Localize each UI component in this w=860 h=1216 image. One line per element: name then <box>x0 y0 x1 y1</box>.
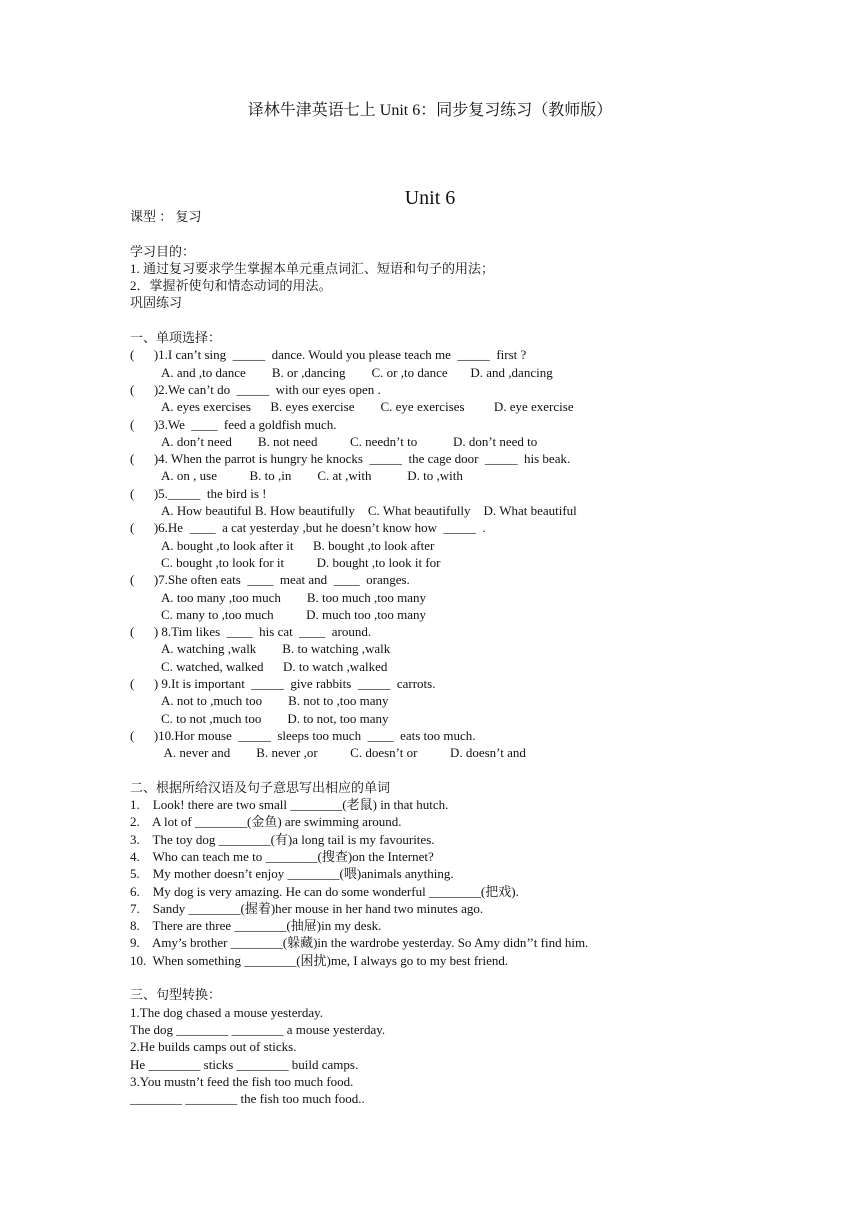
fill-blank-item: 2. A lot of ________(金鱼) are swimming around. <box>130 814 402 830</box>
spacer <box>130 762 770 779</box>
options-line: A. never and B. never ,or C. doesn’t or D. doesn’t and <box>161 745 526 761</box>
options-line: A. on , use B. to ,in C. at ,with D. to ,with <box>161 468 463 484</box>
question-line: ( )5._____ the bird is ! <box>130 485 267 501</box>
section2-heading: 二、根据所给汉语及句子意思写出相应的单词 <box>130 779 391 795</box>
transform-line: ________ ________ the fish too much food.. <box>130 1091 365 1107</box>
question-line: ( )10.Hor mouse _____ sleeps too much ____ eats too much. <box>130 727 476 743</box>
fill-blank-item: 4. Who can teach me to ________(搜查)on the Internet? <box>130 848 434 864</box>
practice-heading: 巩固练习 <box>130 295 183 311</box>
options-line: C. bought ,to look for it D. bought ,to look it for <box>161 554 441 570</box>
fill-blank-item: 10. When something ________(困扰)me, I always go to my best friend. <box>130 952 509 968</box>
fill-blank-item: 1. Look! there are two small ________(老鼠) in that hutch. <box>130 797 449 813</box>
question-line: ( ) 8.Tim likes ____ his cat ____ around. <box>130 624 372 640</box>
options-line: C. watched, walked D. to watch ,walked <box>161 658 388 674</box>
options-line: A. bought ,to look after it B. bought ,to look after <box>161 537 435 553</box>
question-line: ( )7.She often eats ____ meat and ____ oranges. <box>130 572 410 588</box>
unit-title: Unit 6 <box>404 187 456 209</box>
question-line: ( )3.We ____ feed a goldfish much. <box>130 416 337 432</box>
options-line: A. eyes exercises B. eyes exercise C. eye exercises D. eye exercise <box>161 399 574 415</box>
objective-item: 2．掌握祈使句和情态动词的用法。 <box>130 278 332 294</box>
options-line: A. too many ,too much B. too much ,too many <box>161 589 427 605</box>
question-line: ( ) 9.It is important _____ give rabbits _____ carrots. <box>130 676 436 692</box>
transform-line: He ________ sticks ________ build camps. <box>130 1056 359 1072</box>
fill-blank-item: 9. Amy’s brother ________(躲藏)in the wardrobe yesterday. So Amy didn’’t find him. <box>130 935 589 951</box>
transform-line: 2.He builds camps out of sticks. <box>130 1039 297 1055</box>
lesson-type: 课型 ： 复习 <box>130 209 202 224</box>
objectives-heading: 学习目的： <box>130 243 196 259</box>
fill-blank-item: 5. My mother doesn’t enjoy ________(喂)animals anything. <box>130 866 454 882</box>
options-line: A. not to ,much too B. not to ,too many <box>161 693 389 709</box>
fill-blank-item: 3. The toy dog ________(有)a long tail is my favourites. <box>130 831 435 847</box>
transform-line: 1.The dog chased a mouse yesterday. <box>130 1004 324 1020</box>
question-line: ( )1.I can’t sing _____ dance. Would you please teach me _____ first ? <box>130 347 527 363</box>
spacer <box>130 225 770 242</box>
section1-heading: 一、单项选择： <box>130 330 222 346</box>
options-line: A. How beautiful B. How beautifully C. What beautifully D. What beautiful <box>161 503 577 519</box>
transform-line: The dog ________ ________ a mouse yesterday. <box>130 1021 386 1037</box>
fill-blank-item: 7. Sandy ________(握着)her mouse in her hand two minutes ago. <box>130 900 484 916</box>
options-line: A. don’t need B. not need C. needn’t to D. don’t need to <box>161 433 538 449</box>
transform-line: 3.You mustn’t feed the fish too much food. <box>130 1073 354 1089</box>
section3-heading: 三、句型转换： <box>130 987 222 1003</box>
document-body <box>130 208 770 1107</box>
fill-blank-item: 6. My dog is very amazing. He can do some wonderful ________(把戏). <box>130 883 519 899</box>
options-line: A. watching ,walk B. to watching ,walk <box>161 641 391 657</box>
question-line: ( )6.He ____ a cat yesterday ,but he doesn’t know how _____ . <box>130 520 486 536</box>
question-line: ( )4. When the parrot is hungry he knocks _____ the cage door _____ his beak. <box>130 451 571 467</box>
document-title: 译林牛津英语七上 Unit 6：同步复习练习（教师版） <box>247 102 613 119</box>
question-line: ( )2.We can’t do _____ with our eyes open . <box>130 381 381 397</box>
spacer <box>130 969 770 986</box>
options-line: C. to not ,much too D. to not, too many <box>161 710 389 726</box>
fill-blank-item: 8. There are three ________(抽屉)in my desk. <box>130 918 382 934</box>
options-line: A. and ,to dance B. or ,dancing C. or ,to dance D. and ,dancing <box>161 364 553 380</box>
spacer <box>130 312 770 329</box>
options-line: C. many to ,too much D. much too ,too many <box>161 606 427 622</box>
objective-item: 1. 通过复习要求学生掌握本单元重点词汇、短语和句子的用法； <box>130 260 495 276</box>
